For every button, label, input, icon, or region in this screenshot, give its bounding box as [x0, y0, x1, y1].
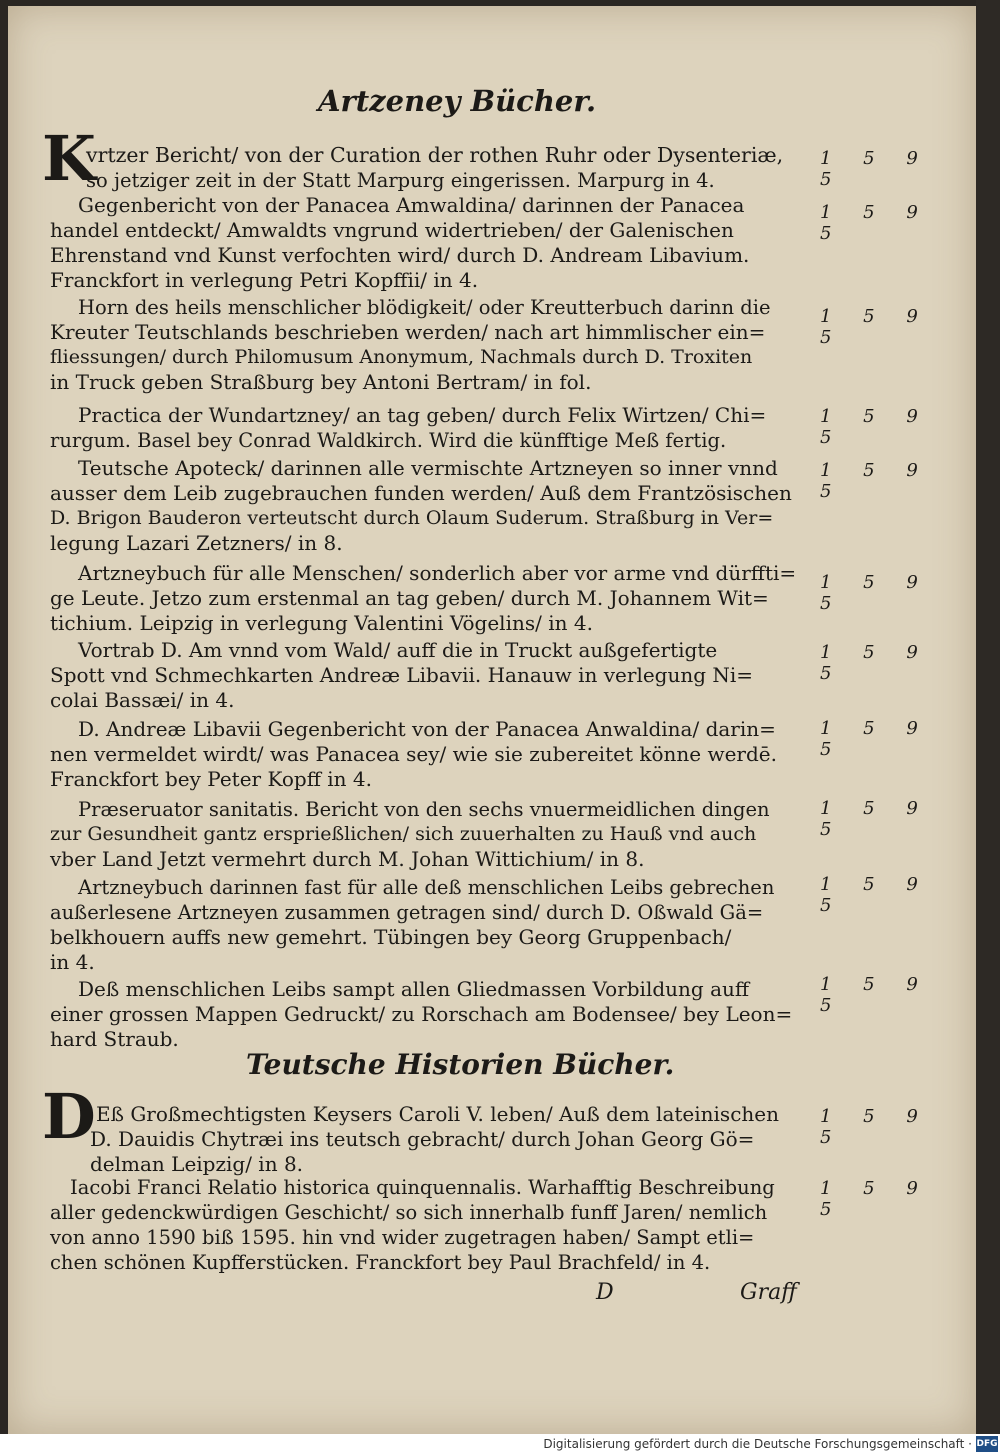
footer-bar: [0, 1434, 1000, 1456]
year-10: 1 5 9 5: [820, 874, 931, 916]
dfg-logo: DFG: [976, 1436, 998, 1452]
line-14: ausser dem Leib zugebrauchen funden werden/ Auß dem Frantzösischen: [50, 481, 792, 505]
line-2: so jetziger zeit in der Statt Marpurg eingerissen. Marpurg in 4.: [86, 169, 715, 192]
line-3: Gegenbericht von der Panacea Amwaldina/ darinnen der Panacea: [78, 193, 745, 217]
initial-d: D: [42, 1080, 96, 1153]
year-5: 1 5 9 5: [820, 460, 931, 502]
line-1: vrtzer Bericht/ von der Curation der rothen Ruhr oder Dysenteriæ,: [86, 143, 784, 167]
year-13: 1 5 9 5: [820, 1178, 931, 1220]
line-32: in 4.: [50, 950, 95, 974]
year-3: 1 5 9 5: [820, 306, 931, 348]
line-25: Franckfort bey Peter Kopff in 4.: [50, 767, 372, 791]
line-23: D. Andreæ Libavii Gegenbericht von der Panacea Anwaldina/ darin=: [78, 717, 776, 741]
year-4: 1 5 9 5: [820, 406, 931, 448]
line-5: Ehrenstand vnd Kunst verfochten wird/ durch D. Andream Libavium.: [50, 243, 750, 267]
line-9: fliessungen/ durch Philomusum Anonymum, Nachmals durch D. Troxiten: [50, 346, 753, 368]
line-18: ge Leute. Jetzo zum erstenmal an tag geben/ durch M. Johannem Wit=: [50, 586, 769, 610]
line-22: colai Bassæi/ in 4.: [50, 688, 235, 712]
year-7: 1 5 9 5: [820, 642, 931, 684]
signature-mark: D: [596, 1280, 614, 1305]
line-27: zur Gesundheit gantz ersprießlichen/ sich zuuerhalten zu Hauß vnd auch: [50, 823, 757, 845]
line-35: hard Straub.: [50, 1027, 179, 1051]
line-37: D. Dauidis Chytræi ins teutsch gebracht/ durch Johan Georg Gö=: [90, 1127, 755, 1151]
line-40: aller gedenckwürdigen Geschicht/ so sich innerhalb funff Jaren/ nemlich: [50, 1201, 768, 1224]
year-6: 1 5 9 5: [820, 572, 931, 614]
year-12: 1 5 9 5: [820, 1106, 931, 1148]
line-13: Teutsche Apoteck/ darinnen alle vermischte Artzneyen so inner vnnd: [78, 456, 778, 480]
line-17: Artzneybuch für alle Menschen/ sonderlich aber vor arme vnd dürffti=: [78, 561, 797, 585]
line-26: Præseruator sanitatis. Bericht von den sechs vnuermeidlichen dingen: [78, 798, 770, 821]
line-34: einer grossen Mappen Gedruckt/ zu Rorschach am Bodensee/ bey Leon=: [50, 1002, 793, 1026]
line-33: Deß menschlichen Leibs sampt allen Gliedmassen Vorbildung auff: [78, 977, 750, 1001]
year-9: 1 5 9 5: [820, 798, 931, 840]
line-29: Artzneybuch darinnen fast für alle deß menschlichen Leibs gebrechen: [78, 876, 775, 899]
line-39: Iacobi Franci Relatio historica quinquennalis. Warhafftig Beschreibung: [70, 1176, 775, 1199]
line-41: von anno 1590 biß 1595. hin vnd wider zugetragen haben/ Sampt etli=: [50, 1226, 755, 1249]
catchword: Graff: [740, 1280, 797, 1305]
line-19: tichium. Leipzig in verlegung Valentini Vögelins/ in 4.: [50, 611, 593, 635]
year-8: 1 5 9 5: [820, 718, 931, 760]
line-16: legung Lazari Zetzners/ in 8.: [50, 531, 343, 555]
heading-teutsche-historien-buecher: Teutsche Historien Bücher.: [246, 1048, 675, 1081]
line-10: in Truck geben Straßburg bey Antoni Bertram/ in fol.: [50, 370, 592, 394]
page: [8, 6, 976, 1434]
book-edge: [976, 0, 1000, 1434]
year-2: 1 5 9 5: [820, 202, 931, 244]
line-7: Horn des heils menschlicher blödigkeit/ oder Kreutterbuch darinn die: [78, 296, 771, 319]
line-28: vber Land Jetzt vermehrt durch M. Johan Wittichium/ in 8.: [50, 847, 645, 871]
line-42: chen schönen Kupfferstücken. Franckfort bey Paul Brachfeld/ in 4.: [50, 1251, 711, 1274]
year-1: 1 5 9 5: [820, 148, 931, 190]
line-38: delman Leipzig/ in 8.: [90, 1152, 304, 1176]
year-11: 1 5 9 5: [820, 974, 931, 1016]
initial-k: K: [42, 122, 96, 195]
heading-artzeney-buecher: Artzeney Bücher.: [318, 84, 597, 118]
line-8: Kreuter Teutschlands beschrieben werden/ nach art himmlischer ein=: [50, 320, 766, 344]
line-15: D. Brigon Bauderon verteutscht durch Olaum Suderum. Straßburg in Ver=: [50, 507, 774, 529]
line-6: Franckfort in verlegung Petri Kopffii/ in 4.: [50, 268, 479, 292]
line-4: handel entdeckt/ Amwaldts vngrund widertrieben/ der Galenischen: [50, 218, 734, 242]
line-11: Practica der Wundartzney/ an tag geben/ durch Felix Wirtzen/ Chi=: [78, 403, 767, 427]
line-21: Spott vnd Schmechkarten Andreæ Libavii. Hanauw in verlegung Ni=: [50, 663, 754, 687]
line-12: rurgum. Basel bey Conrad Waldkirch. Wird die künfftige Meß fertig.: [50, 429, 727, 452]
line-31: belkhouern auffs new gemehrt. Tübingen bey Georg Gruppenbach/: [50, 925, 732, 949]
line-24: nen vermeldet wirdt/ was Panacea sey/ wie sie zubereitet könne werdē.: [50, 742, 777, 766]
funding-notice: Digitalisierung gefördert durch die Deutsche Forschungsgemeinschaft ·: [543, 1437, 972, 1451]
line-36: Eß Großmechtigsten Keysers Caroli V. leben/ Auß dem lateinischen: [96, 1102, 779, 1126]
line-30: außerlesene Artzneyen zusammen getragen sind/ durch D. Oßwald Gä=: [50, 901, 764, 924]
line-20: Vortrab D. Am vnnd vom Wald/ auff die in Truckt außgefertigte: [78, 638, 718, 662]
